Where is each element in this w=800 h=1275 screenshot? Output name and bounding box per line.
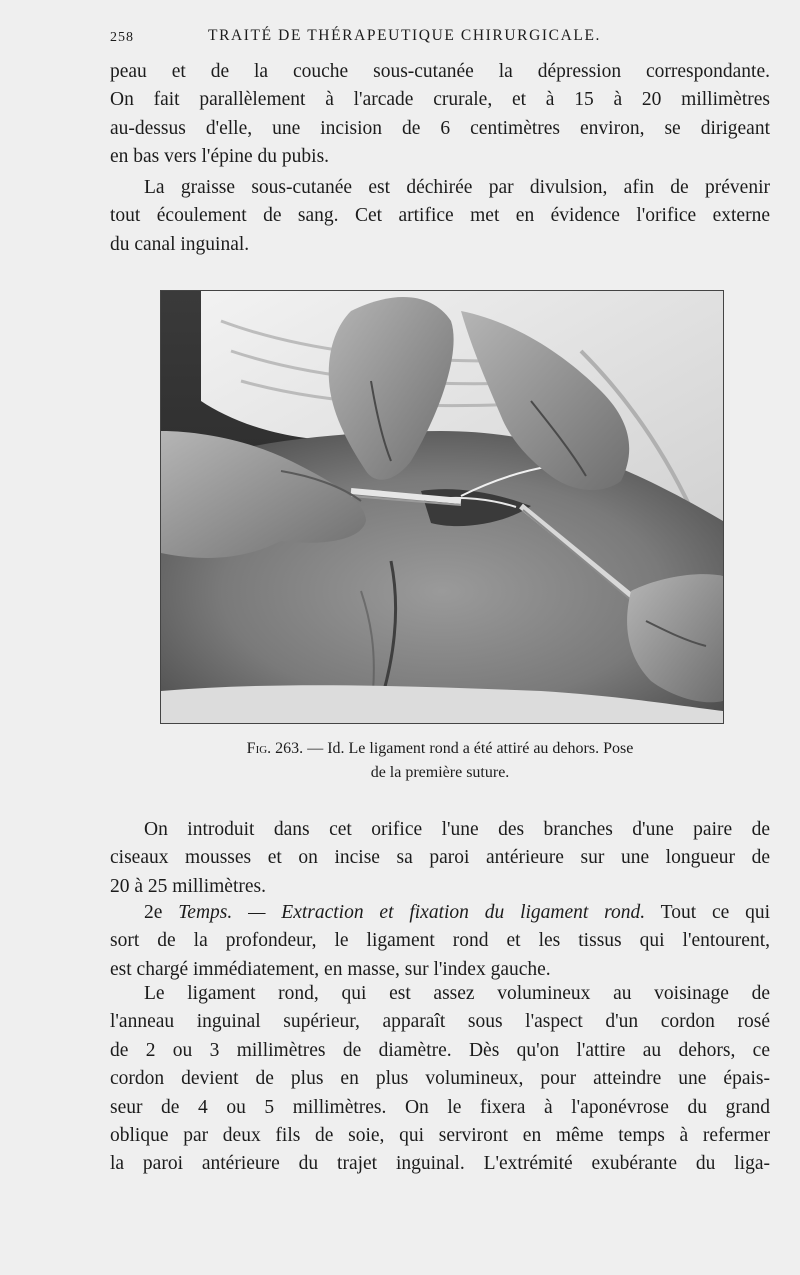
step-temps: Temps. — [178, 902, 233, 923]
surgical-photograph — [160, 290, 724, 724]
text-line: du canal inguinal. — [110, 233, 250, 255]
text-line: sort de la profondeur, le ligament rond et les tissus qui l'entourent, — [110, 930, 770, 952]
figure-caption — [150, 737, 730, 785]
paragraph-divulsion — [110, 174, 770, 259]
caption-line-2: de la première suture. — [370, 764, 510, 781]
text-line: Le ligament rond, qui est assez volumineux au voisinage de — [144, 983, 770, 1004]
text-line: On fait parallèlement à l'arcade crurale, et à 15 à 20 millimètres — [110, 89, 770, 111]
text-line: en bas vers l'épine du pubis. — [110, 146, 330, 168]
text-line: 20 à 25 millimètres. — [110, 875, 266, 897]
text-line: cordon devient de plus en plus volumineux, pour atteindre une épais- — [110, 1068, 770, 1090]
caption-line-1 — [150, 737, 730, 761]
step-title: — Extraction et fixation du ligament rond. — [248, 902, 646, 923]
text-line: au-dessus d'elle, une incision de 6 centimètres environ, se dirigeant — [110, 117, 770, 139]
caption-text: — Id. Le ligament rond a été attiré au dehors. Pose — [307, 740, 634, 757]
surgery-photo-illustration — [161, 291, 723, 723]
text-line: tout écoulement de sang. Cet artifice met en évidence l'orifice externe — [110, 205, 770, 227]
running-title: TRAITÉ DE THÉRAPEUTIQUE CHIRURGICALE. — [208, 27, 601, 44]
text-line: La graisse sous-cutanée est déchirée par divulsion, afin de prévenir — [144, 177, 770, 198]
paragraph-incision — [110, 58, 770, 172]
figure-label: Fig. 263. — [246, 740, 304, 757]
text-line: est chargé immédiatement, en masse, sur l'index gauche. — [110, 958, 551, 980]
text-line: oblique par deux fils de soie, qui serviront en même temps à refermer — [110, 1125, 770, 1147]
paragraph-scissors — [110, 816, 770, 901]
page-header — [110, 24, 770, 48]
text-line — [110, 899, 770, 927]
text-line: On introduit dans cet orifice l'une des branches d'une paire de — [144, 819, 770, 840]
page-number: 258 — [110, 30, 134, 45]
step-rest: Tout ce qui — [660, 902, 771, 923]
text-line: peau et de la couche sous-cutanée la dépression correspondante. — [110, 61, 770, 82]
text-line: ciseaux mousses et on incise sa paroi antérieure sur une longueur de — [110, 847, 770, 869]
paragraph-ligament — [110, 980, 770, 1179]
paragraph-second-step — [110, 899, 770, 984]
text-line: seur de 4 ou 5 millimètres. On le fixera à l'aponévrose du grand — [110, 1096, 770, 1118]
step-number: 2e — [144, 902, 163, 923]
text-line: la paroi antérieure du trajet inguinal. L'extrémité exubérante du liga- — [110, 1153, 770, 1175]
text-line: l'anneau inguinal supérieur, apparaît sous l'aspect d'un cordon rosé — [110, 1011, 770, 1033]
text-line: de 2 ou 3 millimètres de diamètre. Dès qu'on l'attire au dehors, ce — [110, 1039, 770, 1061]
